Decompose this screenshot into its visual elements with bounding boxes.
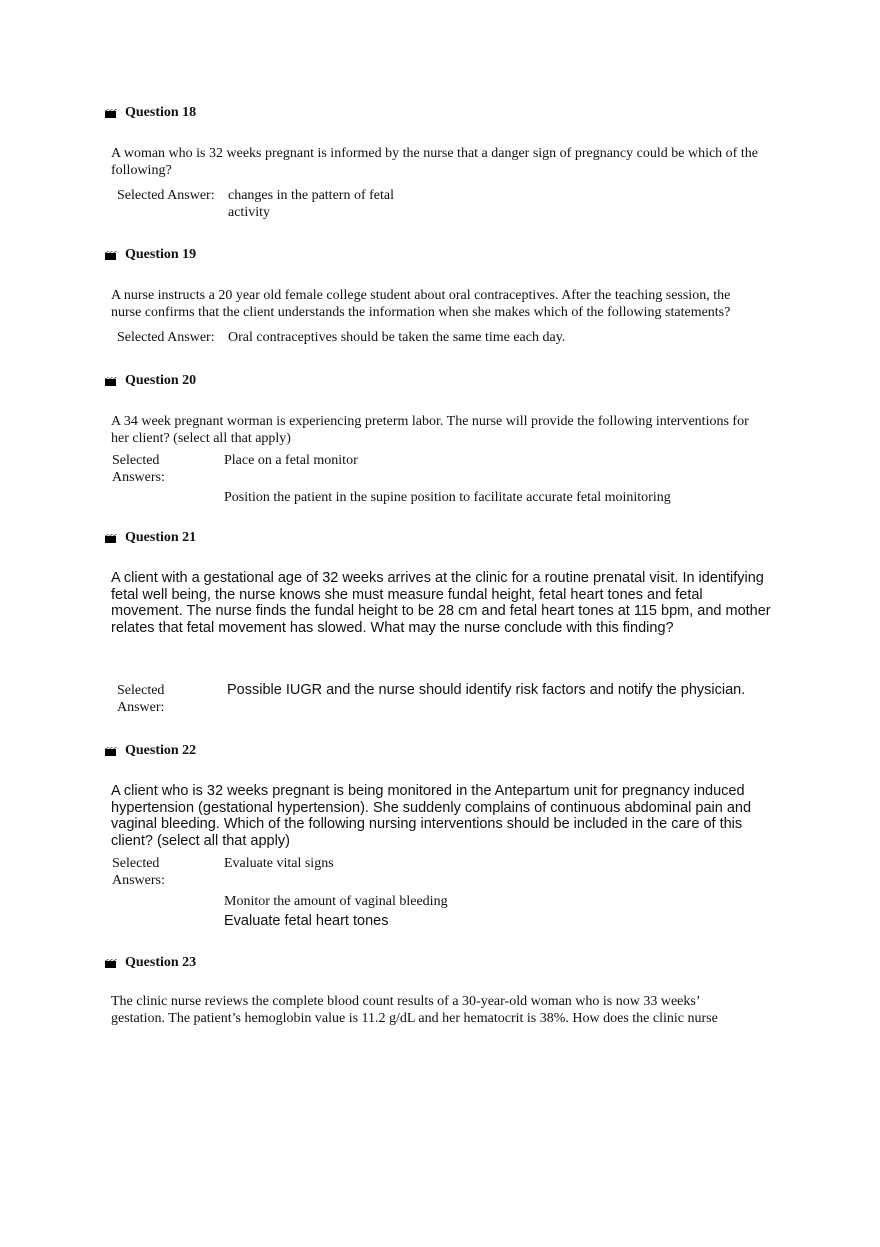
selected-answer: Oral contraceptives should be taken the same time each day. [228, 330, 566, 345]
question-text: A client with a gestational age of 32 weeks arrives at the clinic for a routine prenatal visit. In identifying fetal well being, the nurse knows she must measure fundal height, fetal heart tones and fetal movement. The nurse finds the fundal height to be 28 cm and fetal heart tones at 115 bpm, and mother relates that fetal movement has slowed. What may the nurse conclude with this finding? [111, 570, 771, 636]
selected-answer: changes in the pattern of fetal activity [228, 188, 394, 220]
question-title: Question 22 [125, 743, 197, 758]
selected-answer: Evaluate vital signs [224, 856, 334, 871]
question-icon [105, 109, 117, 118]
question-header [105, 743, 196, 759]
selected-answers-label: Selected Answers: [112, 856, 165, 888]
question-text: A woman who is 32 weeks pregnant is informed by the nurse that a danger sign of pregnancy could be which of the following? [111, 146, 758, 178]
question-icon [105, 534, 117, 543]
selected-answer: Monitor the amount of vaginal bleeding [224, 894, 448, 909]
question-header [105, 955, 196, 971]
question-header [105, 530, 196, 546]
question-icon [105, 251, 117, 260]
question-title: Question 23 [125, 955, 197, 970]
question-header [105, 373, 196, 389]
question-title: Question 19 [125, 247, 197, 262]
question-icon [105, 747, 117, 756]
selected-answer-label: Selected Answer: [117, 330, 215, 345]
question-icon [105, 959, 117, 968]
question-header [105, 105, 196, 121]
question-title: Question 20 [125, 373, 197, 388]
question-text: A 34 week pregnant worman is experiencing preterm labor. The nurse will provide the following interventions for her client? (select all that apply) [111, 414, 749, 446]
selected-answer: Position the patient in the supine position to facilitate accurate fetal moinitoring [224, 490, 671, 505]
question-text: The clinic nurse reviews the complete blood count results of a 30-year-old woman who is now 33 weeks’ gestation. The patient’s hemoglobin value is 11.2 g/dL and her hematocrit is 38%. How does the clinic nurse [111, 994, 718, 1026]
question-title: Question 18 [125, 105, 197, 120]
selected-answer-label: Selected Answer: [117, 683, 165, 715]
question-icon [105, 377, 117, 386]
question-title: Question 21 [125, 530, 197, 545]
selected-answers-label: Selected Answers: [112, 453, 165, 485]
question-text: A client who is 32 weeks pregnant is being monitored in the Antepartum unit for pregnancy induced hypertension (gestational hypertension). She suddenly complains of continuous abdominal pain and vaginal bleeding. Which of the following nursing interventions should be included in the care of this client? (select all that apply) [111, 783, 752, 849]
question-header [105, 247, 196, 263]
selected-answer: Place on a fetal monitor [224, 453, 358, 468]
selected-answer: Evaluate fetal heart tones [224, 913, 389, 929]
selected-answer: Possible IUGR and the nurse should identify risk factors and notify the physician. [227, 682, 746, 698]
selected-answer-label: Selected Answer: [117, 188, 215, 203]
question-text: A nurse instructs a 20 year old female college student about oral contraceptives. After the teaching session, the nurse confirms that the client understands the information when she makes which of the following statements? [111, 288, 731, 320]
